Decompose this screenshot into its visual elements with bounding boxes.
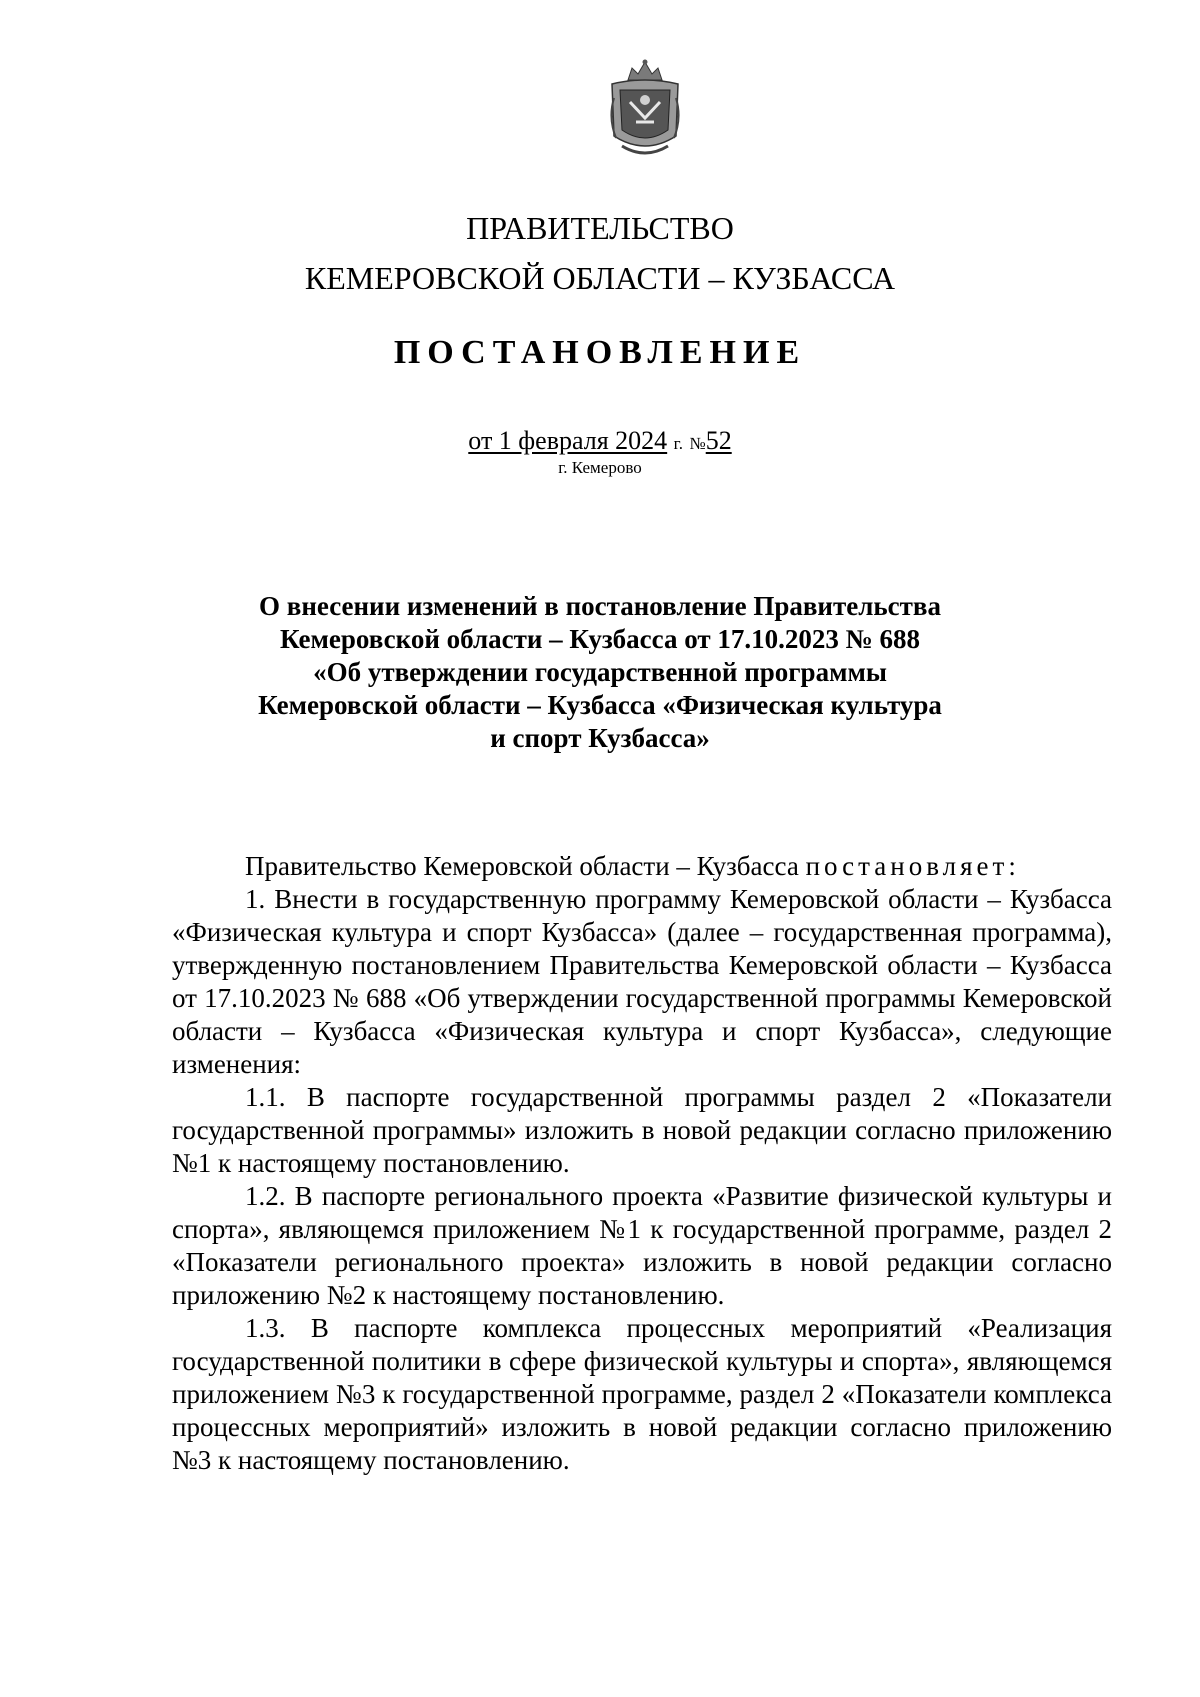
paragraph-1-2: 1.2. В паспорте регионального проекта «Развитие физической культуры и спорта», являющемся приложением №1 к государственной программе, раздел 2 «Показатели регионального проекта» изложить в новой редакции согласно приложению №2 к настоящему постановлению. [172,1181,1112,1310]
document-date: от 1 февраля 2024 [468,426,668,455]
document-number: 52 [705,426,732,455]
document-title [250,590,950,755]
intro-resolves: постановляет [805,851,1009,881]
intro-colon: : [1008,851,1016,881]
title-line: Кемеровской области – Кузбасса от 17.10.2023 № 688 [279,624,921,654]
document-city: г. Кемерово [558,458,642,477]
organization-name-line1: ПРАВИТЕЛЬСТВО [466,210,734,246]
document-type-heading: ПОСТАНОВЛЕНИЕ [393,334,807,371]
coat-of-arms-icon [606,58,684,162]
year-suffix: г. [673,434,683,453]
intro-paragraph [172,850,1112,883]
intro-prefix: Правительство Кемеровской области – Кузбасса [245,851,799,881]
paragraph-1-3: 1.3. В паспорте комплекса процессных мероприятий «Реализация государственной политики в сфере физической культуры и спорта», являющемся приложением №3 к государственной программе, раздел 2 «Показатели комплекса процессных мероприятий» изложить в новой редакции согласно приложению №3 к настоящему постановлению. [172,1313,1112,1475]
organization-name-line2: КЕМЕРОВСКОЙ ОБЛАСТИ – КУЗБАССА [304,260,896,296]
title-line: О внесении изменений в постановление Правительства [259,591,941,621]
title-line: Кемеровской области – Кузбасса «Физическая культура [258,690,942,720]
title-line: и спорт Кузбасса» [490,723,710,753]
paragraph-1-1: 1.1. В паспорте государственной программы раздел 2 «Показатели государственной программы» изложить в новой редакции согласно приложению №1 к настоящему постановлению. [172,1082,1112,1178]
title-line: «Об утверждении государственной программы [313,657,887,687]
paragraph-1: 1. Внести в государственную программу Кемеровской области – Кузбасса «Физическая культура и спорт Кузбасса» (далее – государственная программа), утвержденную постановлением Правительства Кемеровской области – Кузбасса от 17.10.2023 № 688 «Об утверждении государственной программы Кемеровской области – Кузбасса «Физическая культура и спорт Кузбасса», следующие изменения: [172,884,1112,1079]
document-body [172,850,1112,1477]
document-date-number-line [0,428,1200,454]
number-sign: № [689,434,706,453]
